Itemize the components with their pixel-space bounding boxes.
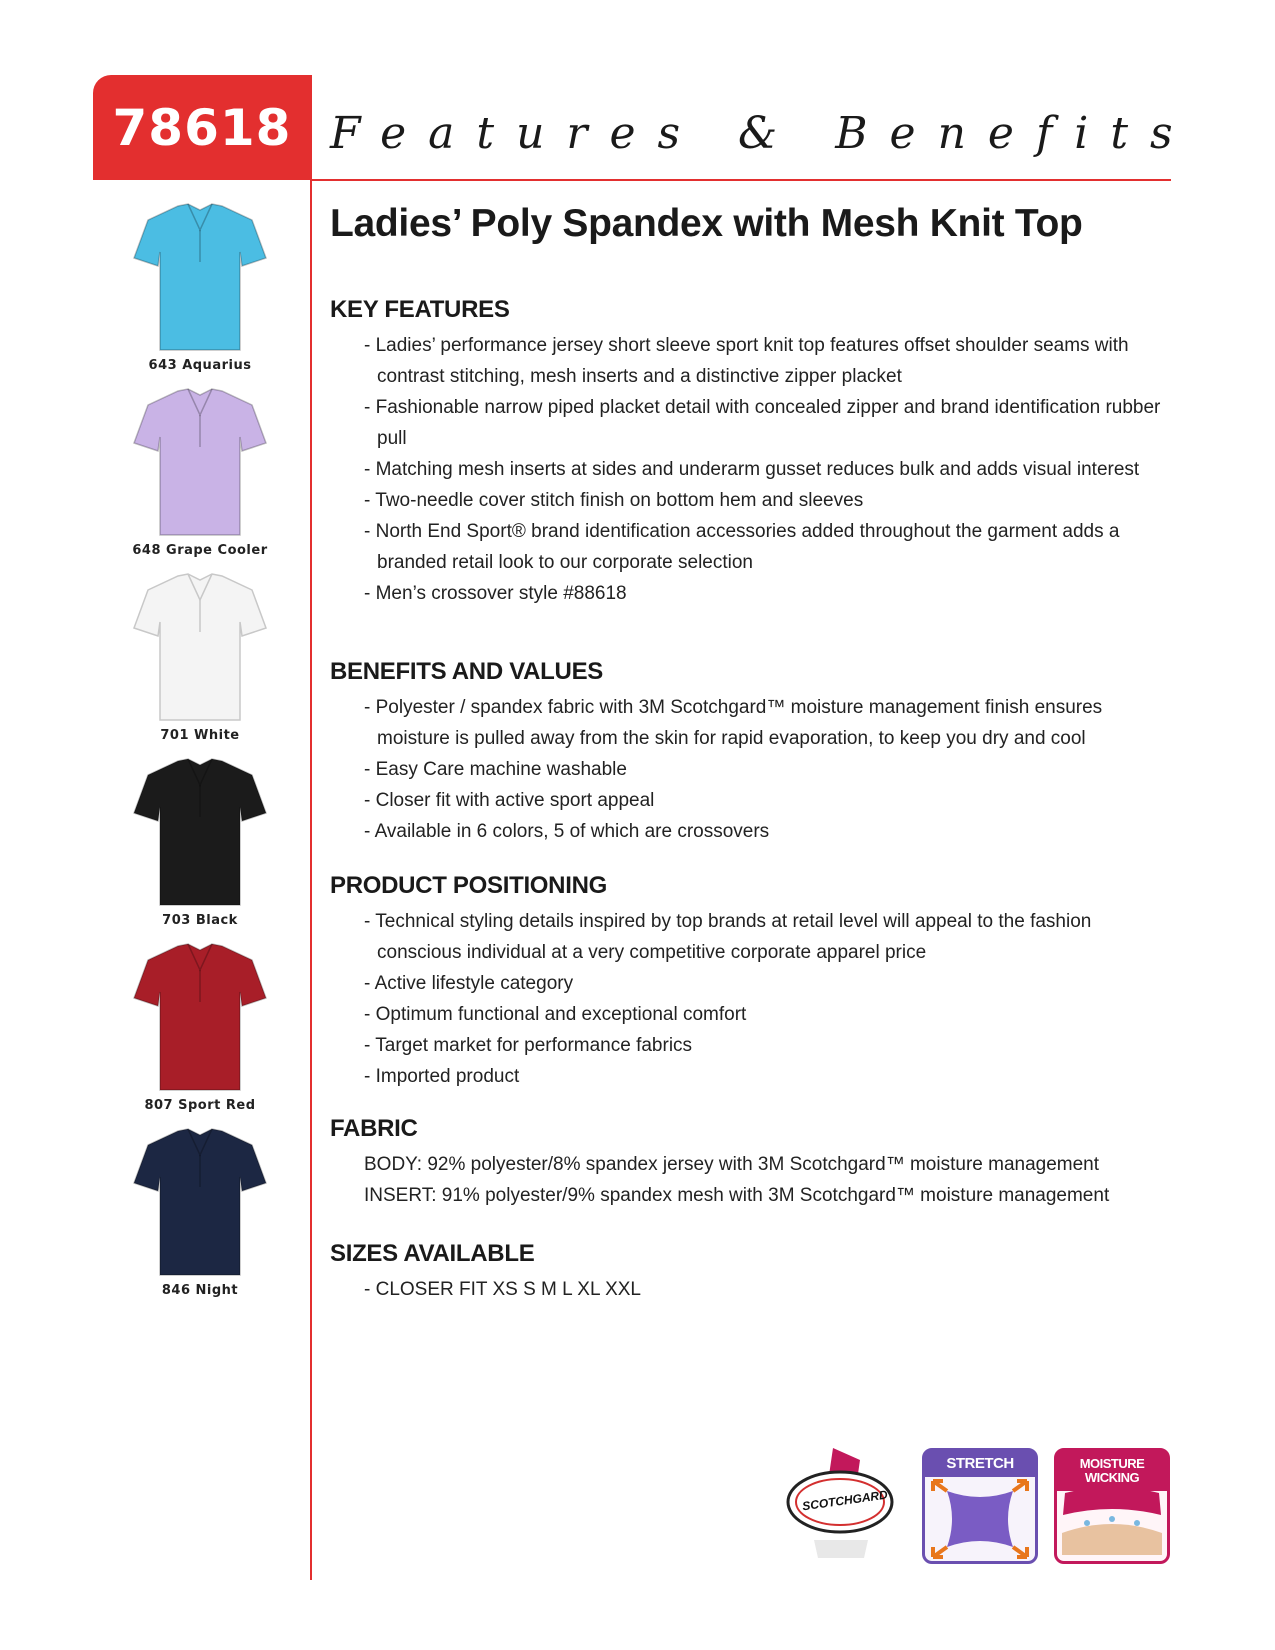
- polo-shirt-icon: [130, 755, 270, 907]
- scotchgard-label: SCOTCHGARD: [801, 1487, 889, 1514]
- fabric-section: [330, 1115, 1180, 1211]
- swatch-caption: 648 Grape Cooler: [132, 543, 268, 558]
- color-swatch: [120, 1125, 280, 1298]
- sizes-section: [330, 1240, 1180, 1305]
- list-item: - Imported product: [364, 1061, 1180, 1092]
- list-item: - Ladies’ performance jersey short sleeve sport knit top features offset shoulder seams with contrast stitching, mesh inserts and a distinctive zipper placket: [364, 330, 1180, 392]
- list-item: - Polyester / spandex fabric with 3M Scotchgard™ moisture management finish ensures moisture is pulled away from the skin for rapid evaporation, to keep you dry and cool: [364, 692, 1180, 754]
- fabric-insert: INSERT: 91% polyester/9% spandex mesh with 3M Scotchgard™ moisture management: [364, 1185, 1110, 1206]
- page-title: Features & Benefits: [330, 108, 1195, 159]
- key-features-section: [330, 296, 1180, 609]
- vertical-rule: [310, 75, 312, 1580]
- section-heading: BENEFITS AND VALUES: [330, 658, 603, 685]
- list-item: - Matching mesh inserts at sides and underarm gusset reduces bulk and adds visual interest: [364, 454, 1180, 485]
- section-heading: SIZES AVAILABLE: [330, 1240, 535, 1267]
- color-swatch: [120, 570, 280, 743]
- benefits-list: [330, 692, 1180, 847]
- stretch-arrows-icon: [925, 1477, 1035, 1561]
- swatch-caption: 807 Sport Red: [144, 1098, 256, 1113]
- product-title: Ladies’ Poly Spandex with Mesh Knit Top: [330, 202, 1083, 245]
- color-swatch: [120, 200, 280, 373]
- list-item: - North End Sport® brand identification accessories added throughout the garment adds a branded retail look to our corporate selection: [364, 516, 1180, 578]
- color-swatch: [120, 385, 280, 558]
- color-swatch: [120, 940, 280, 1113]
- list-item: - Fashionable narrow piped placket detail with concealed zipper and brand identification rubber pull: [364, 392, 1180, 454]
- list-item: - CLOSER FIT XS S M L XL XXL: [364, 1274, 1180, 1305]
- moisture-label: MOISTURE WICKING: [1079, 1456, 1145, 1485]
- swatch-caption: 643 Aquarius: [148, 358, 252, 373]
- swatch-caption: 703 Black: [162, 913, 238, 928]
- list-item: - Optimum functional and exceptional comfort: [364, 999, 1180, 1030]
- list-item: - Easy Care machine washable: [364, 754, 1180, 785]
- polo-shirt-icon: [130, 385, 270, 537]
- key-features-list: [330, 330, 1180, 609]
- polo-shirt-icon: [130, 1125, 270, 1277]
- color-swatch: [120, 755, 280, 928]
- list-item: - Available in 6 colors, 5 of which are crossovers: [364, 816, 1180, 847]
- list-item: - Technical styling details inspired by top brands at retail level will appeal to the fashion conscious individual at a very competitive corporate apparel price: [364, 906, 1180, 968]
- swatch-caption: 701 White: [160, 728, 240, 743]
- section-heading: KEY FEATURES: [330, 296, 510, 323]
- moisture-wicking-badge: [1054, 1448, 1170, 1564]
- section-heading: PRODUCT POSITIONING: [330, 872, 607, 899]
- list-item: - Closer fit with active sport appeal: [364, 785, 1180, 816]
- polo-shirt-icon: [130, 570, 270, 722]
- list-item: - Target market for performance fabrics: [364, 1030, 1180, 1061]
- stretch-label: STRETCH: [946, 1455, 1014, 1472]
- section-heading: FABRIC: [330, 1115, 418, 1142]
- list-item: - Active lifestyle category: [364, 968, 1180, 999]
- sizes-list: [330, 1274, 1180, 1305]
- scotchgard-badge: [778, 1440, 908, 1570]
- header-rule: [311, 179, 1171, 181]
- moisture-drops-icon: [1057, 1485, 1167, 1555]
- positioning-list: [330, 906, 1180, 1092]
- list-item: - Two-needle cover stitch finish on bottom hem and sleeves: [364, 485, 1180, 516]
- polo-shirt-icon: [130, 940, 270, 1092]
- swatch-caption: 846 Night: [161, 1283, 239, 1298]
- list-item: - Men’s crossover style #88618: [364, 578, 1180, 609]
- style-number: 78618: [112, 98, 292, 157]
- polo-shirt-icon: [130, 200, 270, 352]
- positioning-section: [330, 872, 1180, 1092]
- fabric-body: BODY: 92% polyester/8% spandex jersey with 3M Scotchgard™ moisture management: [364, 1154, 1100, 1175]
- stretch-badge: [922, 1448, 1038, 1564]
- benefits-section: [330, 658, 1180, 847]
